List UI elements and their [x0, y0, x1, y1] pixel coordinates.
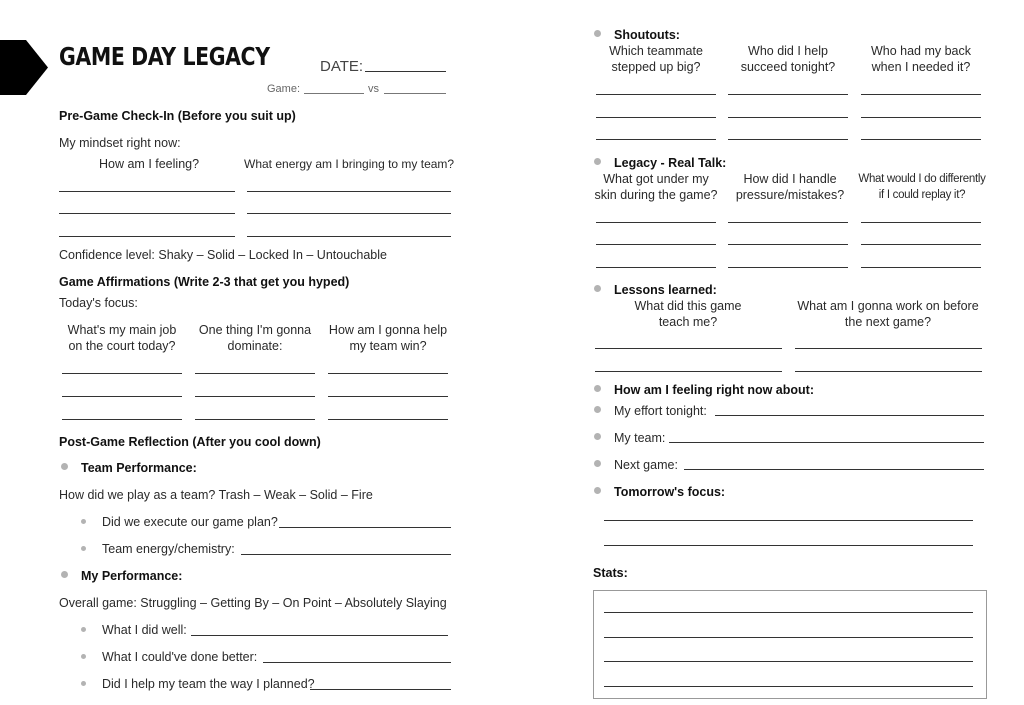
legacy-line[interactable] — [728, 244, 848, 245]
stats-heading: Stats: — [593, 566, 628, 580]
dominate-line[interactable] — [195, 419, 315, 420]
page-title: GAME DAY LEGACY — [59, 42, 270, 71]
work-on-question: What am I gonna work on before the next game? — [797, 299, 979, 329]
lessons-line[interactable] — [795, 371, 982, 372]
bullet-icon — [594, 158, 601, 165]
helped-team-line[interactable] — [310, 689, 451, 690]
shoutout-line[interactable] — [861, 139, 981, 140]
shoutout-line[interactable] — [596, 139, 716, 140]
legacy-line[interactable] — [596, 267, 716, 268]
effort-label: My effort tonight: — [614, 404, 707, 418]
helped-team-label: Did I help my team the way I planned? — [102, 677, 315, 691]
feeling-line[interactable] — [59, 213, 235, 214]
bullet-icon — [594, 433, 601, 440]
shoutout-line[interactable] — [728, 117, 848, 118]
sub-bullet-icon — [81, 546, 86, 551]
shoutout-line[interactable] — [861, 117, 981, 118]
legacy-line[interactable] — [861, 267, 981, 268]
legacy-line[interactable] — [728, 222, 848, 223]
bullet-icon — [594, 460, 601, 467]
differently-question: What would I do differently if I could replay it? — [858, 173, 986, 201]
shoutouts-heading: Shoutouts: — [614, 28, 680, 42]
shoutout-line[interactable] — [596, 117, 716, 118]
game-field[interactable] — [304, 93, 364, 94]
lessons-line[interactable] — [595, 348, 782, 349]
energy-line[interactable] — [247, 236, 451, 237]
team-energy-line[interactable] — [241, 554, 451, 555]
help-team-line[interactable] — [328, 373, 448, 374]
stats-line[interactable] — [604, 637, 973, 638]
feeling-line[interactable] — [59, 236, 235, 237]
game-label: Game: — [267, 83, 301, 95]
effort-line[interactable] — [715, 415, 984, 416]
did-well-label: What I did well: — [102, 623, 187, 637]
lessons-line[interactable] — [595, 371, 782, 372]
my-team-label: My team: — [614, 431, 666, 445]
team-energy-label: Team energy/chemistry: — [102, 542, 235, 556]
shoutout-line[interactable] — [728, 94, 848, 95]
my-rating-scale: Overall game: Struggling – Getting By – On Point – Absolutely Slaying — [59, 596, 447, 610]
lessons-heading: Lessons learned: — [614, 283, 717, 297]
mindset-label: My mindset right now: — [59, 136, 181, 150]
legacy-line[interactable] — [728, 267, 848, 268]
feeling-now-heading: How am I feeling right now about: — [614, 383, 814, 397]
tomorrow-heading: Tomorrow's focus: — [614, 485, 726, 499]
my-performance-heading: My Performance: — [81, 569, 183, 583]
bullet-icon — [594, 285, 601, 292]
feeling-line[interactable] — [59, 191, 235, 192]
stats-line[interactable] — [604, 661, 973, 662]
vs-label: vs — [368, 83, 379, 95]
sub-bullet-icon — [81, 519, 86, 524]
focus-label: Today's focus: — [59, 296, 138, 310]
shoutout-line[interactable] — [861, 94, 981, 95]
legacy-line[interactable] — [596, 244, 716, 245]
main-job-line[interactable] — [62, 396, 182, 397]
stats-line[interactable] — [604, 612, 973, 613]
energy-question: What energy am I bringing to my team? — [244, 157, 455, 171]
postgame-heading: Post-Game Reflection (After you cool down) — [59, 435, 321, 449]
stats-line[interactable] — [604, 686, 973, 687]
who-helped-question: Who did I help succeed tonight? — [740, 44, 836, 74]
sub-bullet-icon — [81, 627, 86, 632]
dominate-line[interactable] — [195, 373, 315, 374]
bullet-icon — [61, 463, 68, 470]
game-plan-label: Did we execute our game plan? — [102, 515, 278, 529]
shoutout-line[interactable] — [728, 139, 848, 140]
tomorrow-line[interactable] — [604, 545, 973, 546]
next-game-label: Next game: — [614, 458, 678, 472]
energy-line[interactable] — [247, 191, 451, 192]
sub-bullet-icon — [81, 654, 86, 659]
tomorrow-line[interactable] — [604, 520, 973, 521]
legacy-line[interactable] — [861, 244, 981, 245]
legacy-heading: Legacy - Real Talk: — [614, 156, 727, 170]
bullet-icon — [594, 487, 601, 494]
teammate-question: Which teammate stepped up big? — [609, 44, 703, 74]
bullet-icon — [594, 385, 601, 392]
shoutout-line[interactable] — [596, 94, 716, 95]
pregame-heading: Pre-Game Check-In (Before you suit up) — [59, 109, 296, 123]
dominate-question: One thing I'm gonna dominate: — [198, 323, 312, 353]
confidence-scale: Confidence level: Shaky – Solid – Locked In – Untouchable — [59, 248, 387, 262]
date-field[interactable] — [365, 71, 446, 72]
dominate-line[interactable] — [195, 396, 315, 397]
next-game-line[interactable] — [684, 469, 984, 470]
help-team-line[interactable] — [328, 396, 448, 397]
pressure-question: How did I handle pressure/mistakes? — [735, 172, 845, 202]
bullet-icon — [594, 30, 601, 37]
main-job-line[interactable] — [62, 419, 182, 420]
legacy-line[interactable] — [596, 222, 716, 223]
sub-bullet-icon — [81, 681, 86, 686]
help-team-line[interactable] — [328, 419, 448, 420]
affirmations-heading: Game Affirmations (Write 2-3 that get you hyped) — [59, 275, 350, 289]
opponent-field[interactable] — [384, 93, 446, 94]
team-rating-scale: How did we play as a team? Trash – Weak – Solid – Fire — [59, 488, 373, 502]
done-better-line[interactable] — [263, 662, 451, 663]
teach-question: What did this game teach me? — [634, 299, 742, 329]
team-performance-heading: Team Performance: — [81, 461, 197, 475]
done-better-label: What I could've done better: — [102, 650, 258, 664]
lessons-line[interactable] — [795, 348, 982, 349]
had-back-question: Who had my back when I needed it? — [870, 44, 972, 74]
did-well-line[interactable] — [191, 635, 448, 636]
header-arrow-shape — [0, 40, 48, 95]
game-plan-line[interactable] — [279, 527, 451, 528]
my-team-line[interactable] — [669, 442, 984, 443]
legacy-line[interactable] — [861, 222, 981, 223]
help-team-question: How am I gonna help my team win? — [328, 323, 448, 353]
date-label: DATE: — [320, 58, 364, 75]
main-job-question: What's my main job on the court today? — [67, 323, 177, 353]
bullet-icon — [594, 406, 601, 413]
energy-line[interactable] — [247, 213, 451, 214]
under-skin-question: What got under my skin during the game? — [594, 172, 718, 202]
bullet-icon — [61, 571, 68, 578]
main-job-line[interactable] — [62, 373, 182, 374]
stats-box — [593, 590, 987, 699]
feeling-question: How am I feeling? — [99, 157, 200, 171]
